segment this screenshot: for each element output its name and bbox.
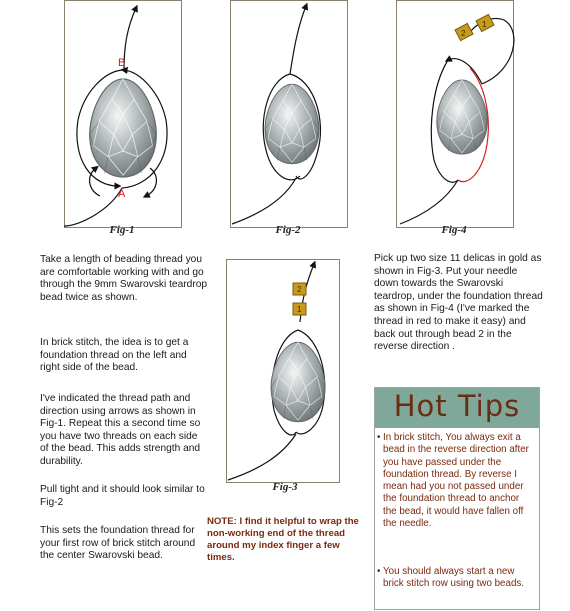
hot-tip-item: • In brick stitch, You always exit a bead in the reverse direction after you have passed under the foundation thread. By reverse I mean had you not passed under the foundation thread to anchor the bead, it would have fallen off the needle. xyxy=(377,432,529,530)
fig4-caption: Fig-4 xyxy=(441,224,467,236)
intro-paragraph: Take a length of beading thread you are comfortable working with and go through the 9mm Swarovski teardrop bead twice as shown. xyxy=(40,254,208,303)
fig1-caption: Fig-1 xyxy=(109,224,135,236)
fig2-caption: Fig-2 xyxy=(275,224,301,236)
fig1-label-b: B xyxy=(118,57,126,69)
fig3-delica-beads xyxy=(293,283,306,315)
fig1-label-a: A xyxy=(118,188,126,200)
bullet-icon: • xyxy=(377,566,381,577)
note-text: NOTE: I find it helpful to wrap the non-working end of the thread around my index finger a few times. xyxy=(207,516,359,563)
hot-tips-title: Hot Tips xyxy=(393,389,521,423)
foundation-paragraph: This sets the foundation thread for your first row of brick stitch around the center Swarovski bead. xyxy=(40,525,196,562)
pull-tight-paragraph: Pull tight and it should look similar to Fig-2 xyxy=(40,484,205,508)
delicas-paragraph: Pick up two size 11 delicas in gold as shown in Fig-3. Put your needle down towards the Swarovski teardrop, under the foundation thread as shown in Fig-4 (I've marked the thread in red to make it easy) and back out through bead 2 in the reverse direction . xyxy=(374,253,543,353)
fig3-bead-label-2: 2 xyxy=(297,285,302,294)
fig4-bead-label-1: 1 xyxy=(482,20,487,29)
fig3-caption: Fig-3 xyxy=(272,481,298,493)
fig3-bead-label-1: 1 xyxy=(297,305,302,314)
hot-tip-item: • You should always start a new brick stitch row using two beads. xyxy=(377,566,525,590)
thread-path-paragraph: I've indicated the thread path and direction using arrows as shown in Fig-1. Repeat this a second time so you have two threads on each side of the bead. This adds strength and durability. xyxy=(40,393,201,467)
fig3-teardrop-bead xyxy=(271,342,325,422)
bullet-icon: • xyxy=(377,432,381,443)
hot-tips-box xyxy=(374,387,540,610)
fig4-bead-label-2: 2 xyxy=(461,29,466,38)
brick-stitch-paragraph: In brick stitch, the idea is to get a foundation thread on the left and right side of the bead. xyxy=(40,337,189,374)
